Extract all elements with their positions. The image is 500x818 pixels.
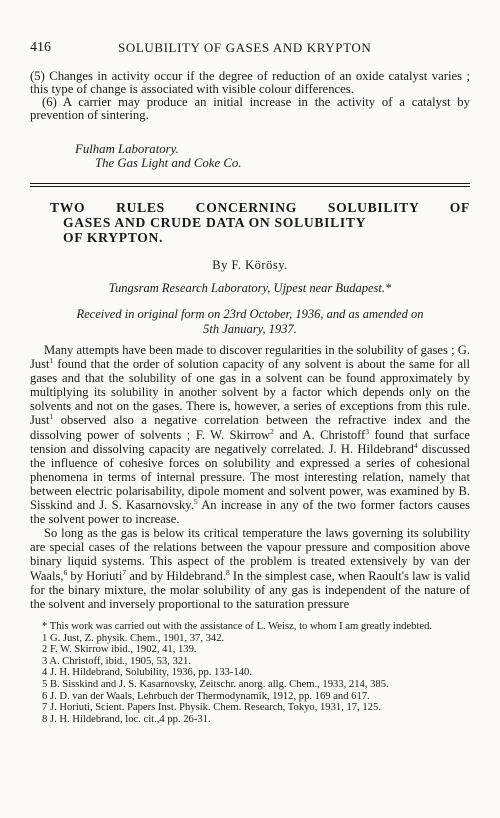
reference-mark: 8	[225, 567, 230, 577]
reference-mark: 4	[413, 440, 418, 450]
title-line: OF KRYPTON.	[63, 230, 164, 245]
affiliation-company: The Gas Light and Coke Co.	[95, 156, 242, 170]
author-institution: Tungsram Research Laboratory, Ujpest near Budapest.*	[108, 281, 392, 295]
body-paragraph: So long as the gas is below its critical temperature the laws governing its solubility are special cases of the relations between the vapour pressure and composition above binary liquid systems. This aspect of the problem is treated extensively by van der Waals,$^6$ by Horiuti$^7$ and by Hildebrand.$^8$ In the simplest case, when Raoult's law is valid for the binary mixture, the molar solubility of any gas is independent of the nature of the solvent and inversely proportional to the saturation pressure	[30, 526, 471, 611]
reference-mark: 6	[63, 567, 68, 577]
footnote: 5 B. Sisskind and J. S. Kasarnovsky, Zeitschr. anorg. allg. Chem., 1933, 214, 385.	[42, 678, 389, 690]
footnote: 6 J. D. van der Waals, Lehrbuch der Thermodynamik, 1912, pp. 169 and 617.	[42, 690, 370, 702]
footnote: 1 G. Just, Z. physik. Chem., 1901, 37, 342.	[42, 632, 225, 644]
previous-article-conclusions	[30, 70, 470, 122]
conclusion-item: (6) A carrier may produce an initial increase in the activity of a catalyst by prevention of sintering.	[30, 95, 470, 122]
footnote: 4 J. H. Hildebrand, Solubility, 1936, pp. 133-140.	[42, 667, 253, 679]
received-dates	[0, 307, 500, 337]
affiliation-lab: Fulham Laboratory.	[75, 142, 179, 156]
article-title	[50, 200, 470, 245]
footnote: 2 F. W. Skirrow ibid., 1902, 41, 139.	[42, 644, 197, 656]
footnotes	[30, 621, 470, 725]
page-number: 416	[30, 40, 51, 55]
separator-rule	[30, 186, 470, 187]
title-line: GASES AND CRUDE DATA ON SOLUBILITY	[63, 215, 367, 230]
footnote: 8 J. H. Hildebrand, loc. cit.,4 pp. 26-31.	[42, 713, 211, 725]
article-body	[30, 343, 470, 611]
page-header	[30, 40, 470, 56]
footnote: * This work was carried out with the assistance of L. Weisz, to whom I am greatly indebted.	[42, 621, 433, 632]
previous-article-affiliation	[75, 142, 241, 170]
title-line: TWO RULES CONCERNING SOLUBILITY OF	[50, 200, 470, 215]
reference-mark: 3	[365, 426, 369, 436]
reference-mark: 5	[193, 496, 198, 506]
author-byline: By F. Körösy.	[212, 258, 288, 272]
received-line: Received in original form on 23rd October, 1936, and as amended on	[76, 307, 424, 321]
reference-mark: 1	[49, 412, 54, 422]
footnote: 7 J. Horiuti, Scient. Papers Inst. Physik. Chem. Research, Tokyo, 1931, 17, 125.	[42, 702, 381, 714]
reference-mark: 2	[270, 426, 274, 436]
received-line: 5th January, 1937.	[203, 322, 297, 336]
body-paragraph: Many attempts have been made to discover regularities in the solubility of gases ; G. Just$^1$ found that the order of solution capacity of any solvent is about the same for all gases and that the solubility of one gas in a solvent can be found approximately by multiplying its solubility in another solvent by a factor which depends only on the solvents and not on the gases. There is, however, a series of exceptions from this rule. Just$^1$ observed also a negative correlation between the refractive index and the dissolving power of solvents ; F. W. Skirrow$^2$ and A. Christoff$^3$ found that surface tension and dissolving capacity are negatively correlated. J. H. Hildebrand$^4$ discussed the influence of cohesive forces on solubility and expressed a series of cohesional phenomena in terms of internal pressure. The most interesting relation, namely that between electric polarisability, dipole moment and solvent power, was examined by B. Sisskind and J. S. Kasarnovsky.$^5$ An increase in any of the two former factors causes the solvent power to increase.	[30, 343, 471, 527]
reference-mark: 7	[122, 567, 127, 577]
conclusion-item: (5) Changes in activity occur if the degree of reduction of an oxide catalyst varies ; this type of change is associated with visible colour differences.	[30, 69, 470, 96]
footnote: 3 A. Christoff, ibid., 1905, 53, 321.	[42, 655, 192, 667]
running-title: SOLUBILITY OF GASES AND KRYPTON	[118, 40, 372, 55]
separator-rule	[30, 183, 470, 184]
reference-mark: 1	[49, 355, 54, 365]
